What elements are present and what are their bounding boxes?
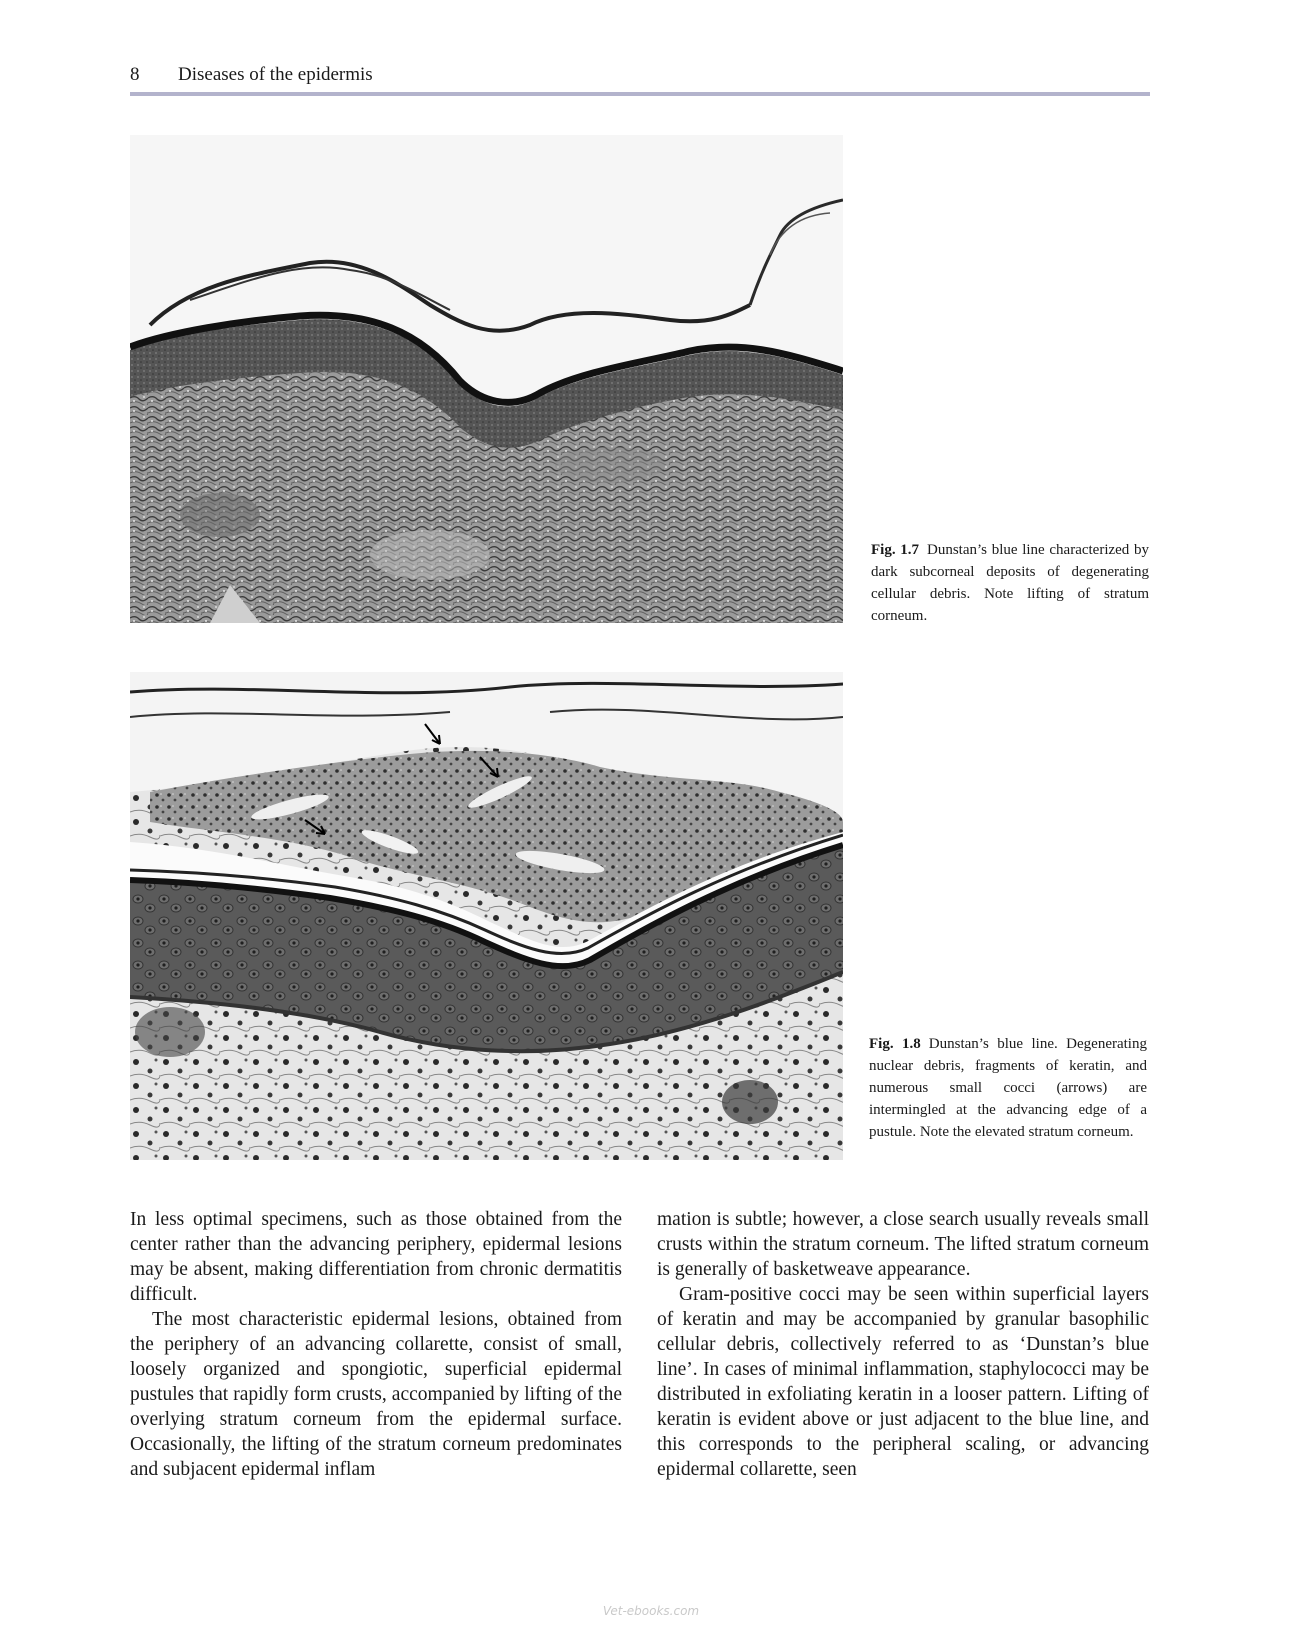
paragraph: Gram-positive cocci may be seen within superficial layers of keratin and may be accompanied by granular basophilic cellular debris, collectively referred to as ‘Dunstan’s blue line’. In cases of minimal inflammation, staphylococci may be distributed in exfoliating keratin in a looser pattern. Lifting of keratin is evident above or just adjacent to the blue line, and this corresponds to the peripheral scaling, or advancing epidermal collarette, seen — [657, 1284, 1149, 1480]
figure-label: Fig. 1.8 — [869, 1036, 921, 1052]
figure-1-7-caption — [871, 539, 1149, 627]
header-rule — [130, 92, 1150, 96]
figure-label: Fig. 1.7 — [871, 542, 920, 558]
figure-1-7-micrograph — [130, 135, 843, 623]
caption-text: Dunstan’s blue line. Degenerating nuclear debris, fragments of keratin, and numerous small cocci (arrows) are intermingled at the advancing edge of a pustule. Note the elevated stratum corneum. — [869, 1036, 1147, 1140]
paragraph: The most characteristic epidermal lesions, obtained from the periphery of an advancing collarette, consist of small, loosely organized and spongiotic, superficial epidermal pustules that rapidly form crusts, accompanied by lifting of the overlying stratum corneum from the epidermal surface. Occasionally, the lifting of the stratum corneum predominates and subjacent epidermal inflam — [130, 1309, 622, 1480]
body-left-column — [130, 1207, 622, 1482]
running-title: Diseases of the epidermis — [178, 64, 373, 85]
figure-1-8-micrograph — [130, 672, 843, 1160]
paragraph: In less optimal specimens, such as those obtained from the center rather than the advancing periphery, epidermal lesions may be absent, making differentiation from chronic dermatitis difficult. — [130, 1209, 622, 1305]
caption-text: Dunstan’s blue line characterized by dark subcorneal deposits of degenerating cellular debris. Note lifting of stratum corneum. — [871, 542, 1149, 624]
page-number: 8 — [130, 64, 140, 85]
figure-1-8-caption — [869, 1033, 1147, 1143]
running-header — [130, 64, 1150, 94]
paragraph: mation is subtle; however, a close search usually reveals small crusts within the stratum corneum. The lifted stratum corneum is generally of basketweave appearance. — [657, 1209, 1149, 1280]
watermark: Vet-ebooks.com — [602, 1604, 700, 1618]
body-right-column — [657, 1207, 1149, 1482]
